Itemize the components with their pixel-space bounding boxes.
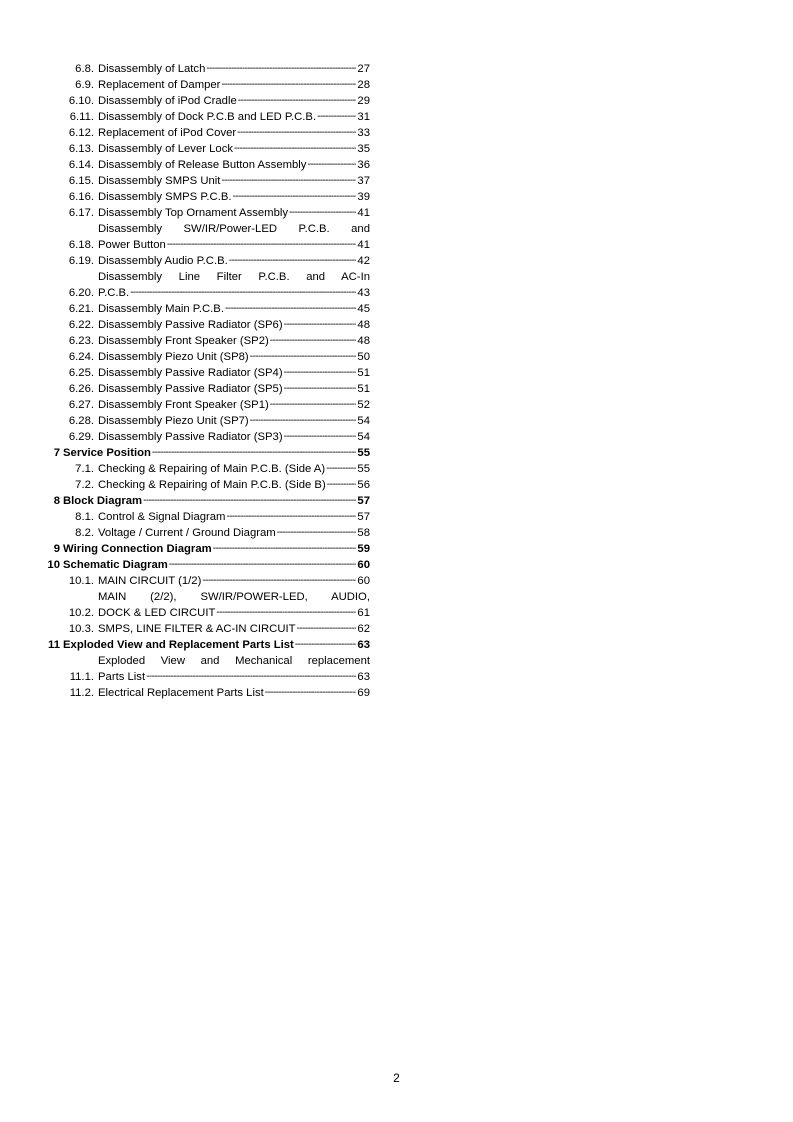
toc-entry-page: 48 bbox=[357, 335, 370, 347]
toc-subsection-entry[interactable] bbox=[46, 413, 370, 429]
dot-leader bbox=[297, 621, 357, 637]
toc-entry-page: 51 bbox=[357, 367, 370, 379]
dot-leader bbox=[167, 237, 357, 253]
toc-entry-number: 6.20. bbox=[68, 287, 94, 299]
toc-entry-title: Exploded View and Mechanical replacement bbox=[98, 655, 370, 667]
toc-entry-title: Replacement of Damper bbox=[98, 79, 221, 91]
toc-entry-title: Disassembly of Latch bbox=[98, 63, 206, 75]
toc-entry-number: 8 bbox=[53, 495, 60, 507]
toc-entry-number: 10 bbox=[47, 559, 60, 571]
toc-entry-number: 6.9. bbox=[75, 79, 94, 91]
toc-subsection-entry[interactable] bbox=[46, 509, 370, 525]
dot-leader bbox=[277, 525, 357, 541]
dot-leader bbox=[326, 461, 356, 477]
dot-leader bbox=[317, 109, 356, 125]
dot-leader bbox=[265, 685, 357, 701]
toc-entry-page: 31 bbox=[357, 111, 370, 123]
toc-entry-number: 6.12. bbox=[68, 127, 94, 139]
toc-subsection-entry[interactable] bbox=[46, 477, 370, 493]
toc-entry-title: Wiring Connection Diagram bbox=[63, 543, 212, 555]
toc-section-entry[interactable] bbox=[46, 637, 370, 653]
toc-entry-number: 9 bbox=[53, 543, 60, 555]
toc-entry-number: 10.2. bbox=[68, 607, 94, 619]
toc-entry-number: 6.14. bbox=[68, 159, 94, 171]
dot-leader bbox=[152, 445, 357, 461]
toc-entry-title: P.C.B. bbox=[98, 287, 130, 299]
dot-leader bbox=[130, 285, 356, 301]
toc-subsection-entry[interactable] bbox=[46, 189, 370, 205]
toc-section-entry[interactable] bbox=[46, 493, 370, 509]
toc-entry-title: DOCK & LED CIRCUIT bbox=[98, 607, 216, 619]
dot-leader bbox=[307, 157, 356, 173]
toc-entry-page: 56 bbox=[357, 479, 370, 491]
toc-entry-title: Disassembly Main P.C.B. bbox=[98, 303, 224, 315]
toc-entry-page: 69 bbox=[357, 687, 370, 699]
toc-entry-title: Exploded View and Replacement Parts List bbox=[63, 639, 294, 651]
dot-leader bbox=[284, 429, 357, 445]
dot-leader bbox=[216, 605, 356, 621]
dot-leader bbox=[229, 253, 357, 269]
dot-leader bbox=[225, 301, 356, 317]
toc-entry-page: 48 bbox=[357, 319, 370, 331]
toc-entry-title: Disassembly Piezo Unit (SP8) bbox=[98, 351, 249, 363]
toc-entry-number: 8.1. bbox=[75, 511, 94, 523]
toc-entry-number: 6.24. bbox=[68, 351, 94, 363]
toc-entry-page: 51 bbox=[357, 383, 370, 395]
toc-entry-title: Disassembly Front Speaker (SP2) bbox=[98, 335, 269, 347]
toc-subsection-entry[interactable] bbox=[46, 653, 370, 685]
toc-entry-number: 6.10. bbox=[68, 95, 94, 107]
toc-entry-page: 62 bbox=[357, 623, 370, 635]
toc-subsection-entry[interactable] bbox=[46, 317, 370, 333]
toc-section-entry[interactable] bbox=[46, 557, 370, 573]
toc-entry-page: 36 bbox=[357, 159, 370, 171]
toc-entry-page: 60 bbox=[357, 559, 370, 571]
toc-entry-page: 45 bbox=[357, 303, 370, 315]
toc-subsection-entry[interactable] bbox=[46, 141, 370, 157]
toc-entry-number: 8.2. bbox=[75, 527, 94, 539]
toc-entry-number: 11.2. bbox=[69, 687, 94, 699]
toc-entry-title: Disassembly SW/IR/Power-LED P.C.B. and bbox=[98, 223, 370, 235]
dot-leader bbox=[202, 573, 356, 589]
dot-leader bbox=[270, 397, 357, 413]
toc-entry-page: 29 bbox=[357, 95, 370, 107]
toc-entry-number: 7.1. bbox=[75, 463, 94, 475]
toc-entry-page: 52 bbox=[357, 399, 370, 411]
dot-leader bbox=[146, 669, 356, 685]
toc-entry-title: Disassembly Passive Radiator (SP3) bbox=[98, 431, 283, 443]
toc-entry-title: Service Position bbox=[63, 447, 151, 459]
toc-entry-number: 6.18. bbox=[68, 239, 94, 251]
dot-leader bbox=[213, 541, 357, 557]
toc-subsection-entry[interactable] bbox=[46, 685, 370, 701]
toc-entry-page: 41 bbox=[357, 239, 370, 251]
toc-entry-page: 55 bbox=[357, 463, 370, 475]
toc-entry-page: 50 bbox=[357, 351, 370, 363]
toc-entry-title: Disassembly Piezo Unit (SP7) bbox=[98, 415, 249, 427]
toc-entry-title: Parts List bbox=[98, 671, 146, 683]
dot-leader bbox=[221, 77, 356, 93]
toc-entry-page: 61 bbox=[357, 607, 370, 619]
toc-entry-title: Disassembly of Release Button Assembly bbox=[98, 159, 307, 171]
dot-leader bbox=[237, 125, 356, 141]
toc-entry-number: 6.11. bbox=[69, 111, 94, 123]
dot-leader bbox=[221, 173, 356, 189]
toc-entry-title: Disassembly SMPS P.C.B. bbox=[98, 191, 232, 203]
toc-entry-title: Disassembly Audio P.C.B. bbox=[98, 255, 228, 267]
dot-leader bbox=[284, 365, 357, 381]
toc-subsection-entry[interactable] bbox=[46, 61, 370, 77]
toc-entry-page: 63 bbox=[357, 671, 370, 683]
toc-entry-title: Schematic Diagram bbox=[63, 559, 168, 571]
toc-entry-title: Disassembly SMPS Unit bbox=[98, 175, 221, 187]
dot-leader bbox=[327, 477, 357, 493]
dot-leader bbox=[238, 93, 357, 109]
toc-subsection-entry[interactable] bbox=[46, 269, 370, 301]
dot-leader bbox=[143, 493, 356, 509]
toc-entry-title: MAIN (2/2), SW/IR/POWER-LED, AUDIO, bbox=[98, 591, 370, 603]
toc-subsection-entry[interactable] bbox=[46, 621, 370, 637]
toc-entry-number: 6.26. bbox=[68, 383, 94, 395]
toc-entry-title: Voltage / Current / Ground Diagram bbox=[98, 527, 276, 539]
toc-subsection-entry[interactable] bbox=[46, 461, 370, 477]
toc-entry-title: Disassembly Top Ornament Assembly bbox=[98, 207, 289, 219]
toc-entry-number: 6.8. bbox=[75, 63, 94, 75]
dot-leader bbox=[284, 317, 357, 333]
toc-entry-page: 57 bbox=[357, 495, 370, 507]
toc-entry-page: 60 bbox=[357, 575, 370, 587]
toc-entry-number: 7 bbox=[53, 447, 60, 459]
toc-entry-title: Checking & Repairing of Main P.C.B. (Side A) bbox=[98, 463, 326, 475]
toc-entry-page: 33 bbox=[357, 127, 370, 139]
toc-entry-page: 39 bbox=[357, 191, 370, 203]
toc-subsection-entry[interactable] bbox=[46, 349, 370, 365]
toc-subsection-entry[interactable] bbox=[46, 157, 370, 173]
toc-entry-number: 6.17. bbox=[68, 207, 94, 219]
toc-entry-page: 63 bbox=[357, 639, 370, 651]
toc-entry-number: 6.29. bbox=[68, 431, 94, 443]
toc-subsection-entry[interactable] bbox=[46, 253, 370, 269]
toc-entry-number: 6.27. bbox=[68, 399, 94, 411]
toc-subsection-entry[interactable] bbox=[46, 429, 370, 445]
toc-entry-title: Control & Signal Diagram bbox=[98, 511, 226, 523]
toc-entry-number: 10.1. bbox=[68, 575, 94, 587]
dot-leader bbox=[234, 141, 356, 157]
toc-entry-title: Electrical Replacement Parts List bbox=[98, 687, 264, 699]
toc-subsection-entry[interactable] bbox=[46, 381, 370, 397]
dot-leader bbox=[206, 61, 356, 77]
table-of-contents bbox=[46, 61, 370, 701]
dot-leader bbox=[250, 413, 357, 429]
toc-entry-title: Block Diagram bbox=[63, 495, 143, 507]
toc-entry-page: 58 bbox=[357, 527, 370, 539]
toc-entry-number: 10.3. bbox=[68, 623, 94, 635]
toc-subsection-entry[interactable] bbox=[46, 221, 370, 253]
toc-entry-title: Checking & Repairing of Main P.C.B. (Side B) bbox=[98, 479, 326, 491]
toc-subsection-entry[interactable] bbox=[46, 77, 370, 93]
toc-entry-title: Power Button bbox=[98, 239, 166, 251]
toc-entry-number: 6.16. bbox=[68, 191, 94, 203]
toc-entry-page: 54 bbox=[357, 415, 370, 427]
toc-entry-number: 11 bbox=[48, 639, 60, 651]
dot-leader bbox=[233, 189, 357, 205]
toc-entry-title: Disassembly Passive Radiator (SP6) bbox=[98, 319, 283, 331]
toc-entry-number: 6.19. bbox=[68, 255, 94, 267]
toc-entry-title: Disassembly of iPod Cradle bbox=[98, 95, 237, 107]
toc-entry-number: 6.22. bbox=[68, 319, 94, 331]
toc-subsection-entry[interactable] bbox=[46, 301, 370, 317]
dot-leader bbox=[169, 557, 357, 573]
toc-entry-page: 59 bbox=[357, 543, 370, 555]
toc-entry-title: SMPS, LINE FILTER & AC-IN CIRCUIT bbox=[98, 623, 296, 635]
toc-entry-number: 11.1. bbox=[69, 671, 94, 683]
dot-leader bbox=[250, 349, 357, 365]
dot-leader bbox=[270, 333, 357, 349]
page-number: 2 bbox=[393, 1071, 400, 1085]
toc-entry-page: 57 bbox=[357, 511, 370, 523]
toc-entry-page: 28 bbox=[357, 79, 370, 91]
toc-section-entry[interactable] bbox=[46, 541, 370, 557]
toc-entry-title: Disassembly Passive Radiator (SP4) bbox=[98, 367, 283, 379]
toc-subsection-entry[interactable] bbox=[46, 397, 370, 413]
toc-subsection-entry[interactable] bbox=[46, 573, 370, 589]
toc-section-entry[interactable] bbox=[46, 445, 370, 461]
toc-entry-page: 43 bbox=[357, 287, 370, 299]
toc-entry-page: 41 bbox=[357, 207, 370, 219]
toc-entry-page: 54 bbox=[357, 431, 370, 443]
dot-leader bbox=[289, 205, 356, 221]
toc-entry-title: Disassembly of Dock P.C.B and LED P.C.B. bbox=[98, 111, 317, 123]
dot-leader bbox=[226, 509, 356, 525]
toc-subsection-entry[interactable] bbox=[46, 173, 370, 189]
dot-leader bbox=[295, 637, 357, 653]
toc-subsection-entry[interactable] bbox=[46, 109, 370, 125]
toc-subsection-entry[interactable] bbox=[46, 205, 370, 221]
toc-subsection-entry[interactable] bbox=[46, 365, 370, 381]
toc-entry-page: 42 bbox=[357, 255, 370, 267]
toc-entry-title: Disassembly Line Filter P.C.B. and AC-In bbox=[98, 271, 370, 283]
toc-entry-number: 6.21. bbox=[68, 303, 94, 315]
toc-entry-number: 6.25. bbox=[68, 367, 94, 379]
toc-entry-title: Replacement of iPod Cover bbox=[98, 127, 237, 139]
toc-entry-page: 27 bbox=[357, 63, 370, 75]
toc-entry-page: 55 bbox=[357, 447, 370, 459]
toc-entry-page: 35 bbox=[357, 143, 370, 155]
toc-entry-title: Disassembly Front Speaker (SP1) bbox=[98, 399, 269, 411]
toc-entry-title: MAIN CIRCUIT (1/2) bbox=[98, 575, 202, 587]
toc-entry-number: 6.28. bbox=[68, 415, 94, 427]
toc-entry-number: 6.15. bbox=[68, 175, 94, 187]
toc-entry-number: 7.2. bbox=[75, 479, 94, 491]
toc-entry-number: 6.13. bbox=[68, 143, 94, 155]
dot-leader bbox=[284, 381, 357, 397]
toc-entry-page: 37 bbox=[357, 175, 370, 187]
toc-subsection-entry[interactable] bbox=[46, 333, 370, 349]
toc-subsection-entry[interactable] bbox=[46, 125, 370, 141]
toc-entry-title: Disassembly of Lever Lock bbox=[98, 143, 233, 155]
toc-entry-number: 6.23. bbox=[68, 335, 94, 347]
toc-subsection-entry[interactable] bbox=[46, 525, 370, 541]
toc-entry-title: Disassembly Passive Radiator (SP5) bbox=[98, 383, 283, 395]
toc-subsection-entry[interactable] bbox=[46, 93, 370, 109]
toc-subsection-entry[interactable] bbox=[46, 589, 370, 621]
